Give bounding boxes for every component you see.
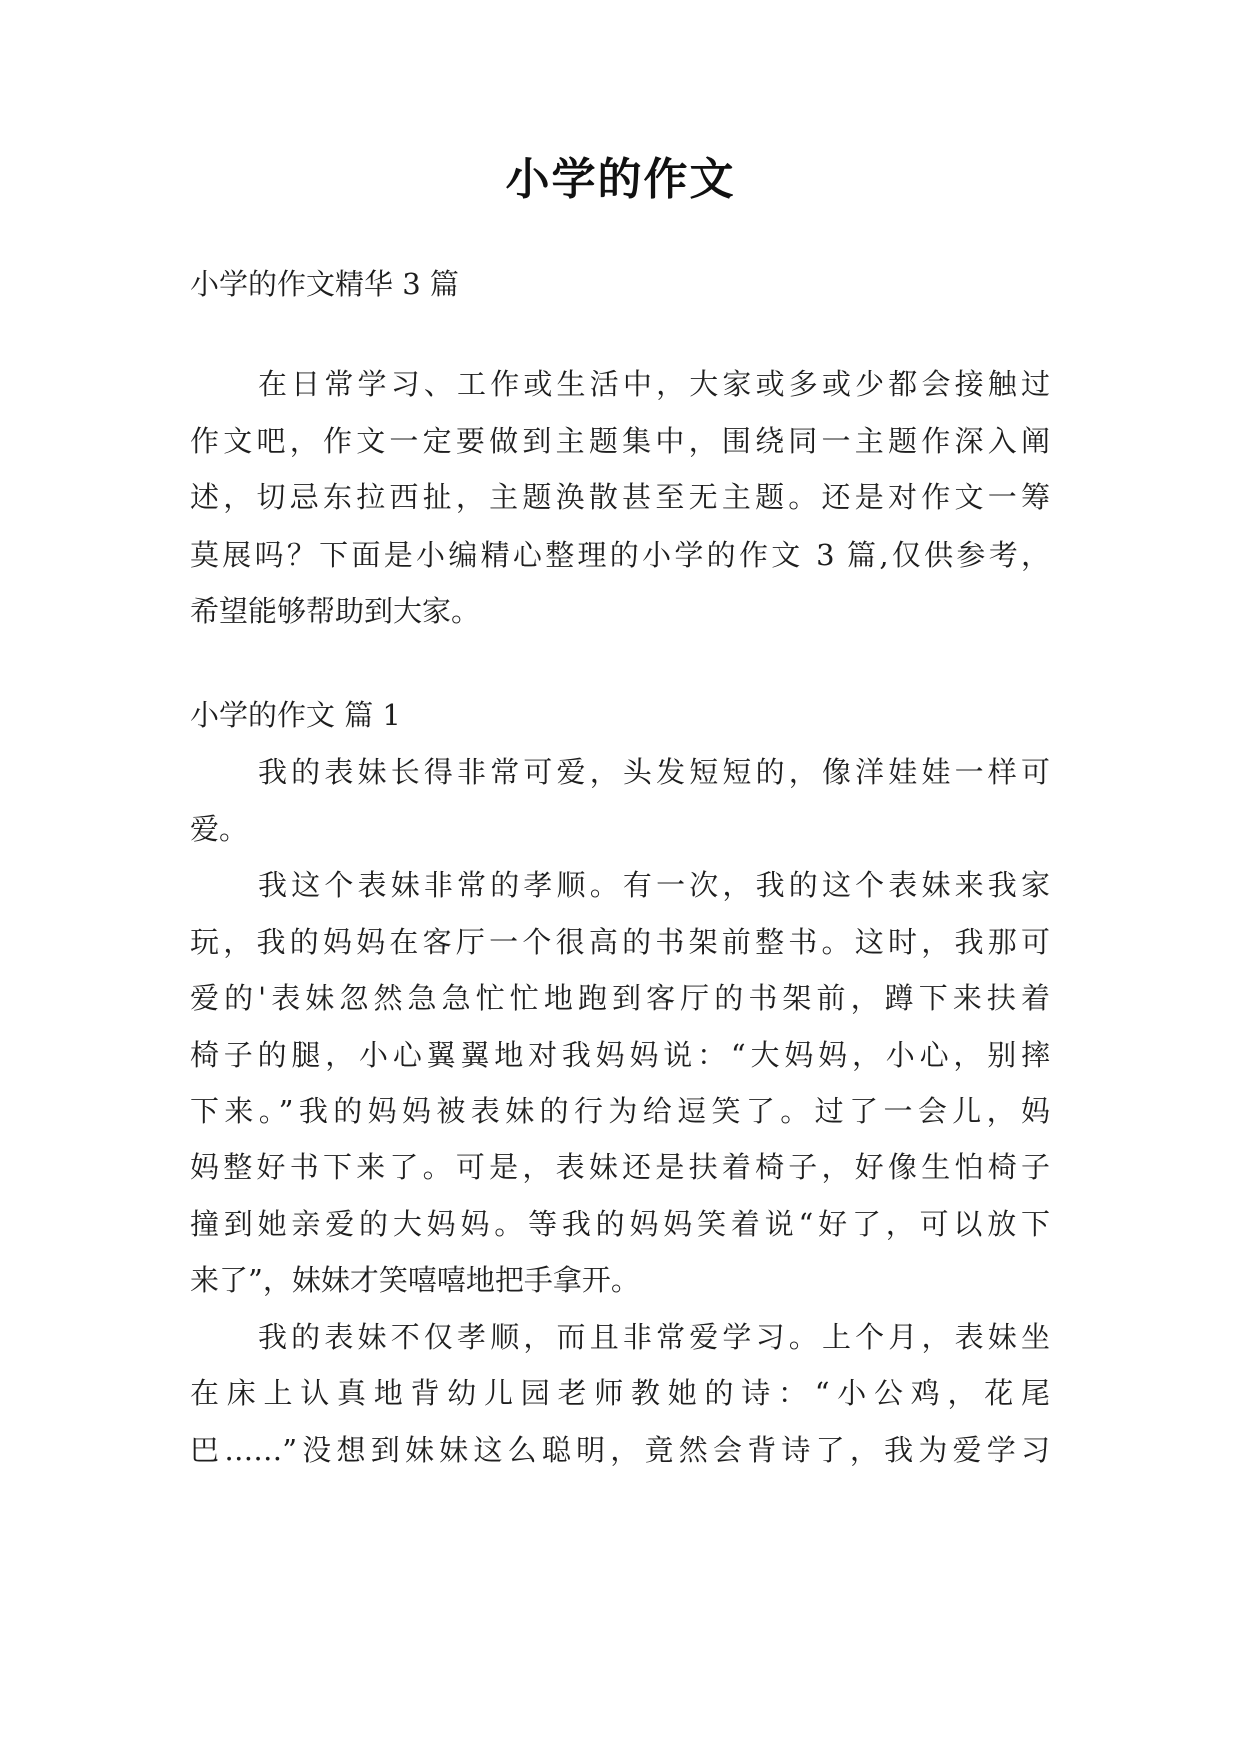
paragraph-line: 妈整好书下来了。可是，表妹还是扶着椅子，好像生怕椅子: [190, 1150, 1050, 1184]
document-title: 小学的作文: [505, 154, 736, 205]
intro-line: 作文吧，作文一定要做到主题集中，围绕同一主题作深入阐: [190, 424, 1050, 458]
intro-line: 在日常学习、工作或生活中，大家或多或少都会接触过: [258, 367, 1050, 401]
paragraph-line: 来了”，妹妹才笑嘻嘻地把手拿开。: [190, 1263, 640, 1297]
paragraph-line: 玩，我的妈妈在客厅一个很高的书架前整书。这时，我那可: [190, 925, 1050, 959]
paragraph-line: 在床上认真地背幼儿园老师教她的诗：“小公鸡，花尾: [190, 1376, 1050, 1410]
intro-line: 述，切忌东拉西扯，主题涣散甚至无主题。还是对作文一筹: [190, 480, 1050, 514]
paragraph-line: 爱的'表妹忽然急急忙忙地跑到客厅的书架前，蹲下来扶着: [190, 981, 1050, 1015]
paragraph-line: 爱。: [190, 812, 249, 846]
intro-line: 希望能够帮助到大家。: [190, 594, 481, 628]
intro-line: 莫展吗？下面是小编精心整理的小学的作文 3 篇,仅供参考，: [190, 538, 1050, 572]
document-subtitle: 小学的作文精华 3 篇: [190, 267, 459, 301]
paragraph-line: 下来。”我的妈妈被表妹的行为给逗笑了。过了一会儿，妈: [190, 1094, 1050, 1128]
paragraph-line: 椅子的腿，小心翼翼地对我妈妈说：“大妈妈，小心，别摔: [190, 1038, 1050, 1072]
paragraph-line: 撞到她亲爱的大妈妈。等我的妈妈笑着说“好了，可以放下: [190, 1207, 1050, 1241]
paragraph-line: 巴……”没想到妹妹这么聪明，竟然会背诗了，我为爱学习: [190, 1433, 1050, 1467]
paragraph-line: 我的表妹长得非常可爱，头发短短的，像洋娃娃一样可: [258, 755, 1050, 789]
paragraph-line: 我这个表妹非常的孝顺。有一次，我的这个表妹来我家: [258, 868, 1050, 902]
paragraph-line: 我的表妹不仅孝顺，而且非常爱学习。上个月，表妹坐: [258, 1320, 1050, 1354]
section-heading: 小学的作文 篇 1: [190, 698, 401, 732]
